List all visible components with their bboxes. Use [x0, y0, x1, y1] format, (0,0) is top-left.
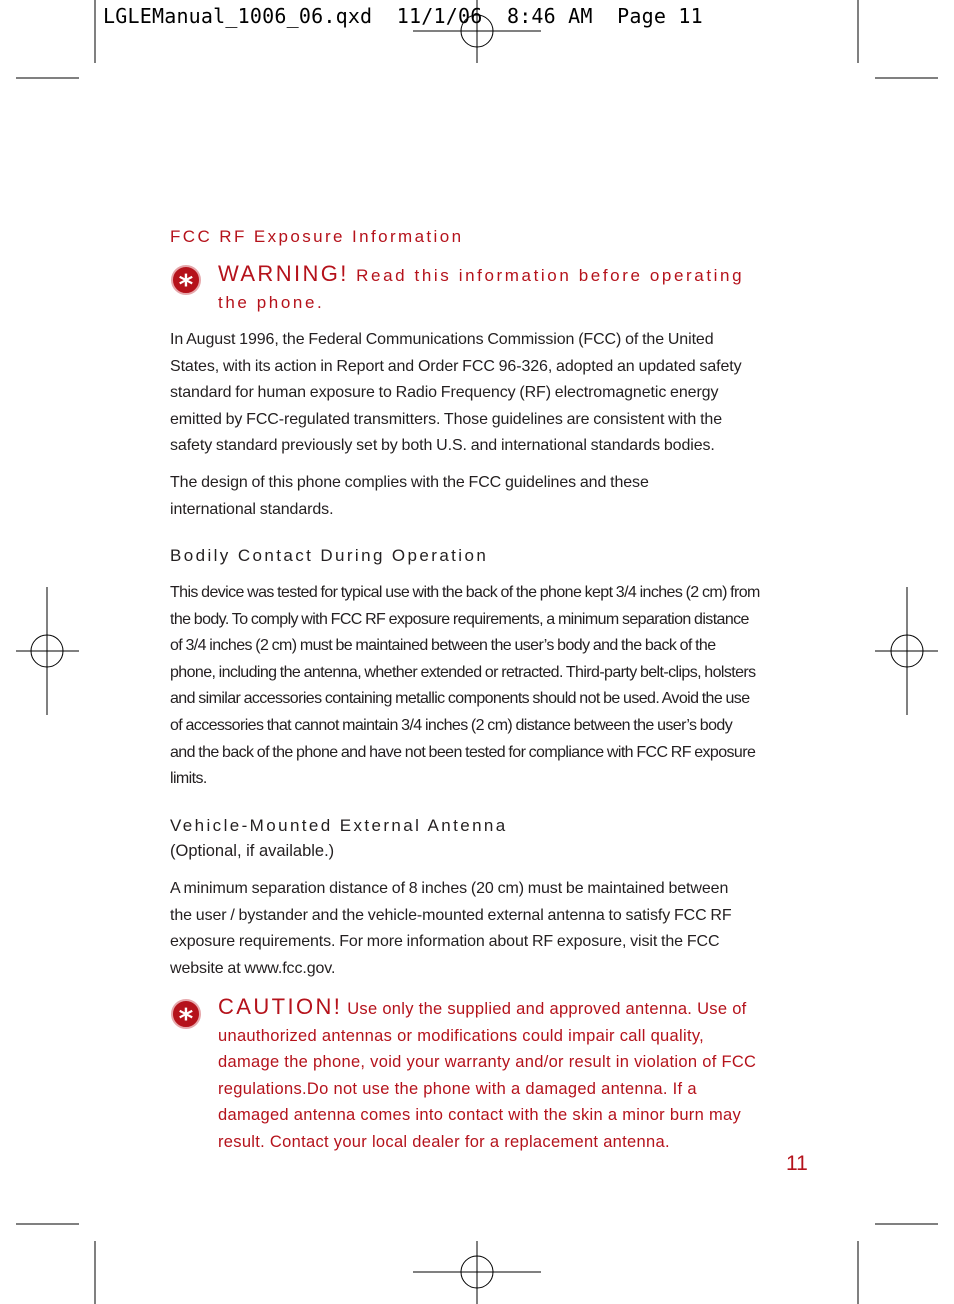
page-number: 11: [786, 1152, 808, 1175]
warning-text: Read this information before operating the phone.: [218, 266, 745, 312]
design-paragraph: The design of this phone complies with the FCC guidelines and these international standards.: [170, 474, 649, 518]
registration-mark-left: [16, 587, 79, 715]
asterisk-icon: *: [171, 999, 201, 1029]
caution-text: Use only the supplied and approved antenna. Use of unauthorized antennas or modifications could impair call quality, damage the phone, void your warranty and/or result in violation of FCC regulations.Do not use the phone with a damaged antenna. If a damaged antenna comes into contact with the skin a minor burn may result. Contact your local dealer for a replacement antenna.: [218, 1000, 757, 1151]
print-slug: LGLEManual_1006_06.qxd 11/1/06 8:46 AM Page 11: [103, 4, 703, 28]
registration-mark-right: [875, 587, 938, 715]
caution-notice: [218, 994, 763, 1156]
section-title: FCC RF Exposure Information: [170, 227, 464, 246]
body-contact-paragraph: This device was tested for typical use with the back of the phone kept 3/4 inches (2 cm) from the body. To comply with FCC RF exposure requirements, a minimum separation distance of 3/4 inches (2 cm) must be maintained between the user’s body and the back of the phone, including the antenna, whether extended or retracted. Third-party belt-clips, holsters and similar accessories containing metallic components should not be used. Avoid the use of accessories that cannot maintain 3/4 inches (2 cm) distance between the user’s body and the back of the phone and have not been tested for compliance with FCC RF exposure limits.: [170, 584, 760, 788]
asterisk-icon: *: [171, 265, 201, 295]
caution-keyword: CAUTION!: [218, 994, 343, 1019]
intro-paragraph: In August 1996, the Federal Communications Commission (FCC) of the United States, with its action in Report and Order FCC 96-326, adopted an updated safety standard for human exposure to Radio Frequency (RF) electromagnetic energy emitted by FCC-regulated transmitters. Those guidelines are consistent with the safety standard previously set by both U.S. and international standards bodies.: [170, 331, 742, 455]
vehicle-antenna-heading: Vehicle-Mounted External Antenna: [170, 816, 508, 835]
warning-notice: [218, 260, 778, 316]
registration-mark-bottom: [413, 1241, 541, 1304]
body-contact-heading: Bodily Contact During Operation: [170, 546, 489, 565]
warning-keyword: WARNING!: [218, 261, 349, 286]
registration-mark-top: [413, 0, 541, 63]
vehicle-antenna-subheading: (Optional, if available.): [170, 842, 335, 860]
vehicle-antenna-paragraph: A minimum separation distance of 8 inches (20 cm) must be maintained between the user / bystander and the vehicle-mounted external antenna to satisfy FCC RF exposure requirements. For more information about RF exposure, visit the FCC website at www.fcc.gov.: [170, 880, 732, 977]
